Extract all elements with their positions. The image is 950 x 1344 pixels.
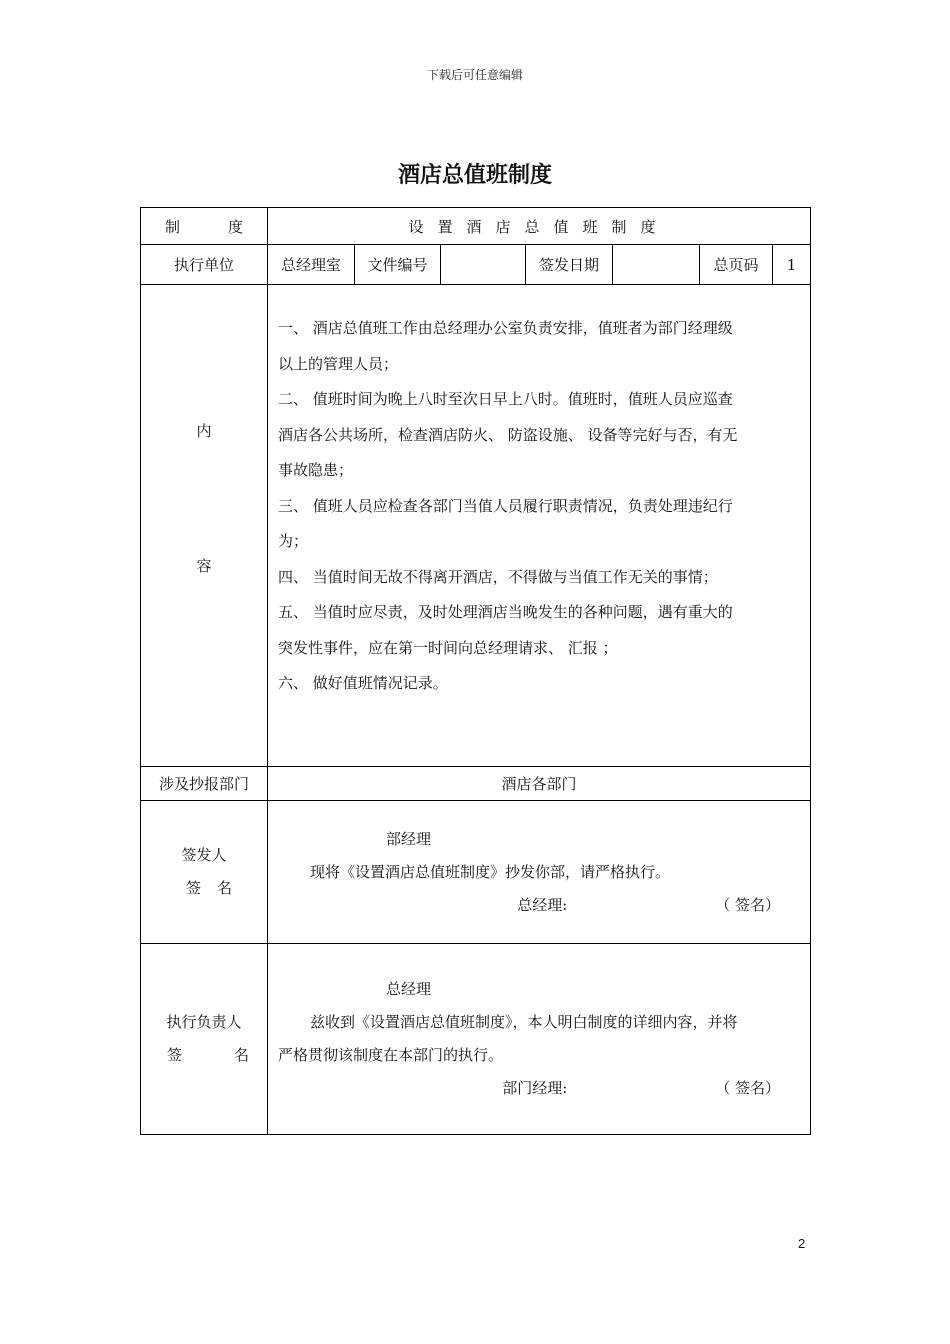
document-title: 酒店总值班制度	[397, 162, 552, 188]
total-pages-value: 1	[773, 245, 811, 285]
system-label-left: 制	[165, 217, 181, 236]
header-note: 下载后可任意编辑	[426, 68, 523, 82]
exec-label-cell	[141, 944, 268, 1135]
system-label-cell	[141, 208, 268, 245]
regulation-form-table	[140, 207, 811, 1135]
exec-label-2a: 签	[167, 1046, 183, 1064]
content-line: 三、 值班人员应检查各部门当值人员履行职责情况，负责处理违纪行	[278, 496, 733, 515]
cc-label: 涉及抄报部门	[141, 767, 268, 801]
row-exec-responsible	[141, 944, 811, 1135]
content-line: 事故隐患；	[278, 461, 354, 479]
content-line: 突发性事件，应在第一时间向总经理请求、 汇报 ；	[278, 638, 618, 657]
row-exec-unit	[141, 245, 811, 285]
exec-to: 总经理	[386, 980, 432, 998]
exec-sign-who: 部门经理:	[502, 1079, 568, 1097]
system-value: 设置酒店总值班制度	[268, 208, 811, 245]
page-number: 2	[798, 1236, 806, 1251]
content-line: 五、 当值时应尽责，及时处理酒店当晚发生的各种问题，遇有重大的	[278, 603, 733, 621]
content-label-cell	[141, 285, 268, 767]
system-label-right: 度	[227, 217, 243, 236]
issuer-body-cell	[268, 801, 811, 944]
doc-no-label: 文件编号	[355, 245, 441, 285]
content-line: 一、 酒店总值班工作由总经理办公室负责安排，值班者为部门经理级	[278, 319, 733, 337]
issuer-sign-tag: （ 签名）	[715, 895, 781, 914]
issue-date-label: 签发日期	[526, 245, 613, 285]
exec-label-1: 执行负责人	[166, 1013, 242, 1031]
cc-value: 酒店各部门	[268, 767, 811, 801]
issuer-label-2b: 名	[216, 879, 232, 897]
content-line: 四、 当值时间无故不得离开酒店，不得做与当值工作无关的事情；	[278, 567, 718, 586]
content-line: 以上的管理人员；	[278, 354, 399, 373]
content-line: 酒店各公共场所，检查酒店防火、 防盗设施、 设备等完好与否，有无	[278, 425, 738, 444]
exec-body-cell	[268, 944, 811, 1135]
row-cc	[141, 767, 811, 801]
issuer-text: 现将《设置酒店总值班制度》抄发你部，请严格执行。	[310, 862, 671, 881]
row-system	[141, 208, 811, 245]
content-line: 为；	[278, 532, 309, 550]
exec-text-1: 兹收到《设置酒店总值班制度》，本人明白制度的详细内容，并将	[310, 1013, 738, 1031]
issuer-label-1: 签发人	[181, 846, 227, 864]
issuer-to: 部经理	[386, 829, 432, 848]
issuer-label-2a: 签	[186, 879, 202, 897]
content-body-cell	[268, 285, 811, 767]
content-line: 六、 做好值班情况记录。	[278, 674, 448, 692]
exec-unit-value: 总经理室	[268, 245, 355, 285]
issuer-label-cell	[141, 801, 268, 944]
issuer-sign-who: 总经理:	[517, 895, 568, 914]
exec-text-2: 严格贯彻该制度在本部门的执行。	[278, 1046, 504, 1064]
row-content	[141, 285, 811, 767]
content-label-2: 容	[196, 557, 212, 575]
issue-date-value	[613, 245, 700, 285]
content-label-1: 内	[196, 422, 212, 440]
content-body	[268, 285, 810, 702]
row-issuer	[141, 801, 811, 944]
exec-label-2b: 名	[233, 1046, 249, 1064]
exec-unit-label: 执行单位	[141, 245, 268, 285]
doc-no-value	[441, 245, 526, 285]
content-line: 二、 值班时间为晚上八时至次日早上八时。值班时，值班人员应巡查	[278, 390, 733, 408]
total-pages-label: 总页码	[700, 245, 773, 285]
exec-sign-tag: （ 签名）	[715, 1079, 781, 1097]
